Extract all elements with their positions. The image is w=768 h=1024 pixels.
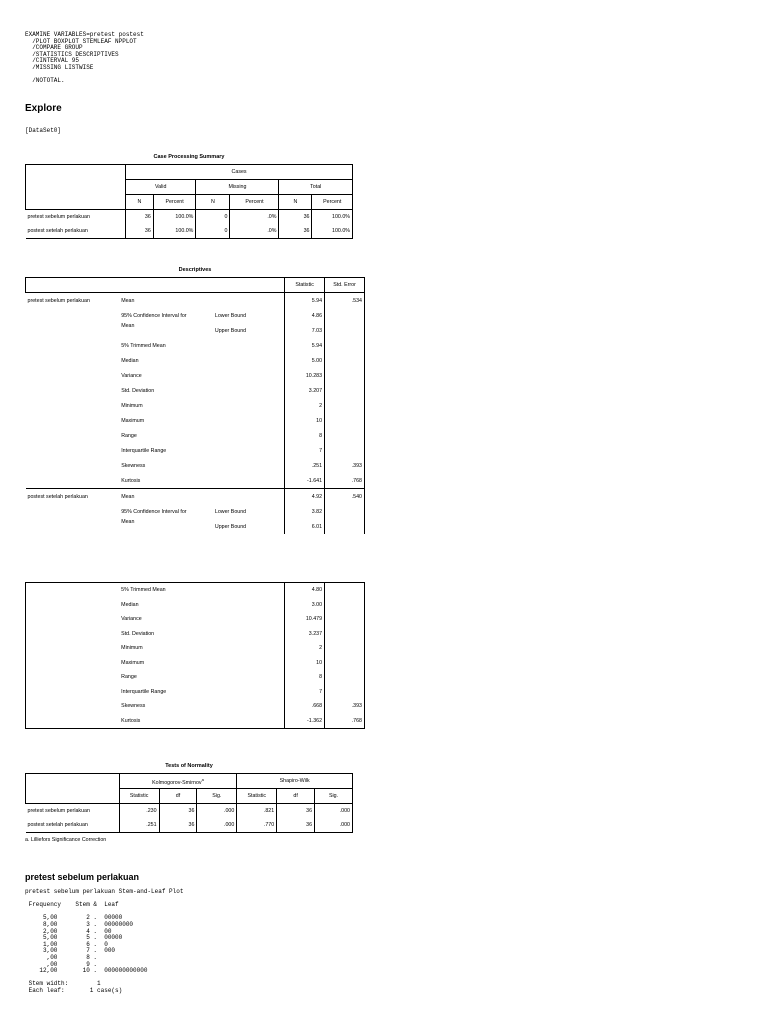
stat-label: Minimum <box>121 645 143 652</box>
cps-n-header: N <box>196 195 230 210</box>
cell-value: 5.94 <box>285 293 325 309</box>
cell-value: 3.82 <box>285 504 325 519</box>
stat-label: 95% Confidence Interval for <box>121 312 187 319</box>
stat-header: Statistic <box>119 789 159 804</box>
table-row <box>26 612 365 627</box>
table-row <box>26 699 365 714</box>
table-row <box>26 670 365 685</box>
cell-value: 6.01 <box>285 519 325 534</box>
cps-cases-header: Cases <box>126 165 353 180</box>
stat-label: Mean <box>121 519 135 525</box>
table-row <box>26 504 365 519</box>
row-label: pretest sebelum perlakuan <box>26 210 126 225</box>
cell-value: 7.03 <box>285 323 325 338</box>
stat-label: Minimum <box>121 402 143 409</box>
cell-value: 10.283 <box>285 368 325 383</box>
table-row <box>26 627 365 642</box>
stat-header: Statistic <box>237 789 277 804</box>
cell-value: 36 <box>159 818 197 833</box>
sw-header: Shapiro-Wilk <box>237 774 353 789</box>
cell-value: .251 <box>119 818 159 833</box>
cell-value: 36 <box>126 210 154 225</box>
stat-label: Upper Bound <box>214 523 247 530</box>
cell-value: 3.237 <box>285 627 325 642</box>
stemleaf-heading: pretest sebelum perlakuan <box>25 872 140 882</box>
cell-value: .393 <box>325 458 365 473</box>
table-row <box>26 489 365 505</box>
table-row <box>26 383 365 398</box>
cps-title: Case Processing Summary <box>153 154 225 160</box>
cell-value: 3.00 <box>285 598 325 613</box>
row-label: pretest sebelum perlakuan <box>26 804 120 819</box>
stat-label: Variance <box>121 372 142 379</box>
stat-label: Skewness <box>121 462 146 469</box>
table-row <box>26 458 365 473</box>
desc-corner <box>26 278 285 293</box>
table-row <box>26 308 365 323</box>
table-row <box>26 519 365 534</box>
cps-corner <box>26 165 126 210</box>
cell-value: .768 <box>325 714 365 729</box>
cps-percent-header: Percent <box>312 195 353 210</box>
stat-label: 5% Trimmed Mean <box>121 342 166 349</box>
cell-value: .000 <box>197 818 237 833</box>
stat-label: Maximum <box>121 417 145 424</box>
cell-value: .821 <box>237 804 277 819</box>
cell-value: 100.0% <box>153 210 196 225</box>
cps-percent-header: Percent <box>153 195 196 210</box>
df-header: df <box>277 789 315 804</box>
stat-label: Mean <box>119 293 284 309</box>
cell-value: 10 <box>285 656 325 671</box>
cell-value: .668 <box>285 699 325 714</box>
normality-table <box>25 773 353 833</box>
cell-value: 36 <box>126 224 154 239</box>
table-row <box>26 210 353 225</box>
table-row <box>26 224 353 239</box>
cell-value: 100.0% <box>153 224 196 239</box>
cell-value: .0% <box>230 224 279 239</box>
case-processing-table <box>25 164 353 239</box>
cell-value: 3.207 <box>285 383 325 398</box>
norm-corner <box>26 774 120 804</box>
cell-value: 0 <box>196 210 230 225</box>
cell-value: 36 <box>277 804 315 819</box>
stat-label: Variance <box>121 616 142 623</box>
stat-label: Range <box>121 432 137 439</box>
table-row <box>26 818 353 833</box>
cell-value: .000 <box>197 804 237 819</box>
stat-label: Lower Bound <box>214 508 247 515</box>
table-row <box>26 443 365 458</box>
stat-label: Mean <box>121 323 135 329</box>
cps-missing-header: Missing <box>196 180 279 195</box>
stat-label: 5% Trimmed Mean <box>119 583 284 598</box>
descriptives-table <box>25 277 365 534</box>
stat-label: Median <box>121 601 139 608</box>
cell-value: .000 <box>315 818 353 833</box>
cell-value: 36 <box>159 804 197 819</box>
cell-value: 8 <box>285 428 325 443</box>
stat-label: 95% Confidence Interval for <box>121 508 187 515</box>
cell-value: .393 <box>325 699 365 714</box>
sig-header: Sig. <box>315 789 353 804</box>
row-label: postest setelah perlakuan <box>26 818 120 833</box>
normality-footnote: a. Lilliefors Significance Correction <box>25 837 107 843</box>
table-row <box>26 656 365 671</box>
cell-value: 10.479 <box>285 612 325 627</box>
table-row <box>26 714 365 729</box>
stat-label: Upper Bound <box>214 327 247 334</box>
cell-value: .230 <box>119 804 159 819</box>
table-row <box>26 428 365 443</box>
dataset-label: [DataSet0] <box>25 127 62 134</box>
stat-label: Interquartile Range <box>121 688 167 695</box>
stat-label: Maximum <box>121 659 145 666</box>
cps-n-header: N <box>279 195 312 210</box>
group-label: postest setelah perlakuan <box>26 489 120 505</box>
stat-label: Lower Bound <box>214 312 247 319</box>
table-row <box>26 353 365 368</box>
cell-value: 36 <box>279 224 312 239</box>
cell-value: 0 <box>196 224 230 239</box>
cell-value: .0% <box>230 210 279 225</box>
cps-valid-header: Valid <box>126 180 196 195</box>
cell-value: 5.94 <box>285 338 325 353</box>
explore-heading: Explore <box>25 103 62 114</box>
cell-value: .540 <box>325 489 365 505</box>
cell-value: .534 <box>325 293 365 309</box>
stat-label: Skewness <box>121 703 146 710</box>
table-row <box>26 473 365 489</box>
table-row <box>26 804 353 819</box>
df-header: df <box>159 789 197 804</box>
stat-label: Kurtosis <box>121 477 141 484</box>
table-row <box>26 685 365 700</box>
stat-label: Range <box>121 674 137 681</box>
cell-value: 4.92 <box>285 489 325 505</box>
cell-value: .770 <box>237 818 277 833</box>
normality-title: Tests of Normality <box>165 763 213 769</box>
syntax-block: EXAMINE VARIABLES=pretest postest /PLOT BOXPLOT STEMLEAF NPPLOT /COMPARE GROUP /STATISTICS DESCRIPTIVES /CINTERVAL 95 /MISSING LISTWISE /NOTOTAL. <box>25 31 144 85</box>
stemleaf-plot: pretest sebelum perlakuan Stem-and-Leaf Plot Frequency Stem & Leaf 5,00 2 . 00000 8,00 3 . 00000000 2,00 4 . 00 5,00 5 . 00000 1,00 6 . 0 3,00 7 . 000 ,00 8 . ,00 9 . 12,00 10 . 000000000000 Stem width: 1 Each leaf: 1 case(s) <box>25 888 184 994</box>
cell-value: 2 <box>285 398 325 413</box>
group-label: pretest sebelum perlakuan <box>26 293 120 309</box>
cell-value: -1.641 <box>285 473 325 489</box>
cell-value: 4.86 <box>285 308 325 323</box>
sig-header: Sig. <box>197 789 237 804</box>
stat-label: Mean <box>119 489 284 505</box>
stat-label: Std. Deviation <box>121 387 155 394</box>
cell-value: 8 <box>285 670 325 685</box>
table-row <box>26 338 365 353</box>
table-row <box>26 323 365 338</box>
cell-value: 5.00 <box>285 353 325 368</box>
cell-value: 10 <box>285 413 325 428</box>
cell-value: 4.80 <box>285 583 325 598</box>
cell-value: 7 <box>285 443 325 458</box>
table-row <box>26 398 365 413</box>
cell-value: 100.0% <box>312 224 353 239</box>
table-row <box>26 368 365 383</box>
cps-percent-header: Percent <box>230 195 279 210</box>
cell-value: 36 <box>277 818 315 833</box>
cell-value: 100.0% <box>312 210 353 225</box>
cell-value: .251 <box>285 458 325 473</box>
cell-value: -1.362 <box>285 714 325 729</box>
cell-value: .000 <box>315 804 353 819</box>
table-row <box>26 413 365 428</box>
cell-value: 2 <box>285 641 325 656</box>
table-row <box>26 641 365 656</box>
table-row <box>26 583 365 598</box>
table-row <box>26 293 365 309</box>
stat-label: Std. Deviation <box>121 630 155 637</box>
stat-label: Interquartile Range <box>121 447 167 454</box>
descriptives-table-continued <box>25 582 365 729</box>
row-label: postest setelah perlakuan <box>26 224 126 239</box>
desc-stat-header: Statistic <box>285 278 325 293</box>
cell-value: 36 <box>279 210 312 225</box>
stat-label: Median <box>121 357 139 364</box>
stat-label: Kurtosis <box>119 714 284 729</box>
cps-n-header: N <box>126 195 154 210</box>
cell-value: 7 <box>285 685 325 700</box>
descriptives-title: Descriptives <box>178 267 212 273</box>
desc-err-header: Std. Error <box>325 278 365 293</box>
ks-header: Kolmogorov-Smirnov$^a$ <box>119 774 237 789</box>
cell-value: .768 <box>325 473 365 489</box>
cps-total-header: Total <box>279 180 353 195</box>
table-row <box>26 598 365 613</box>
